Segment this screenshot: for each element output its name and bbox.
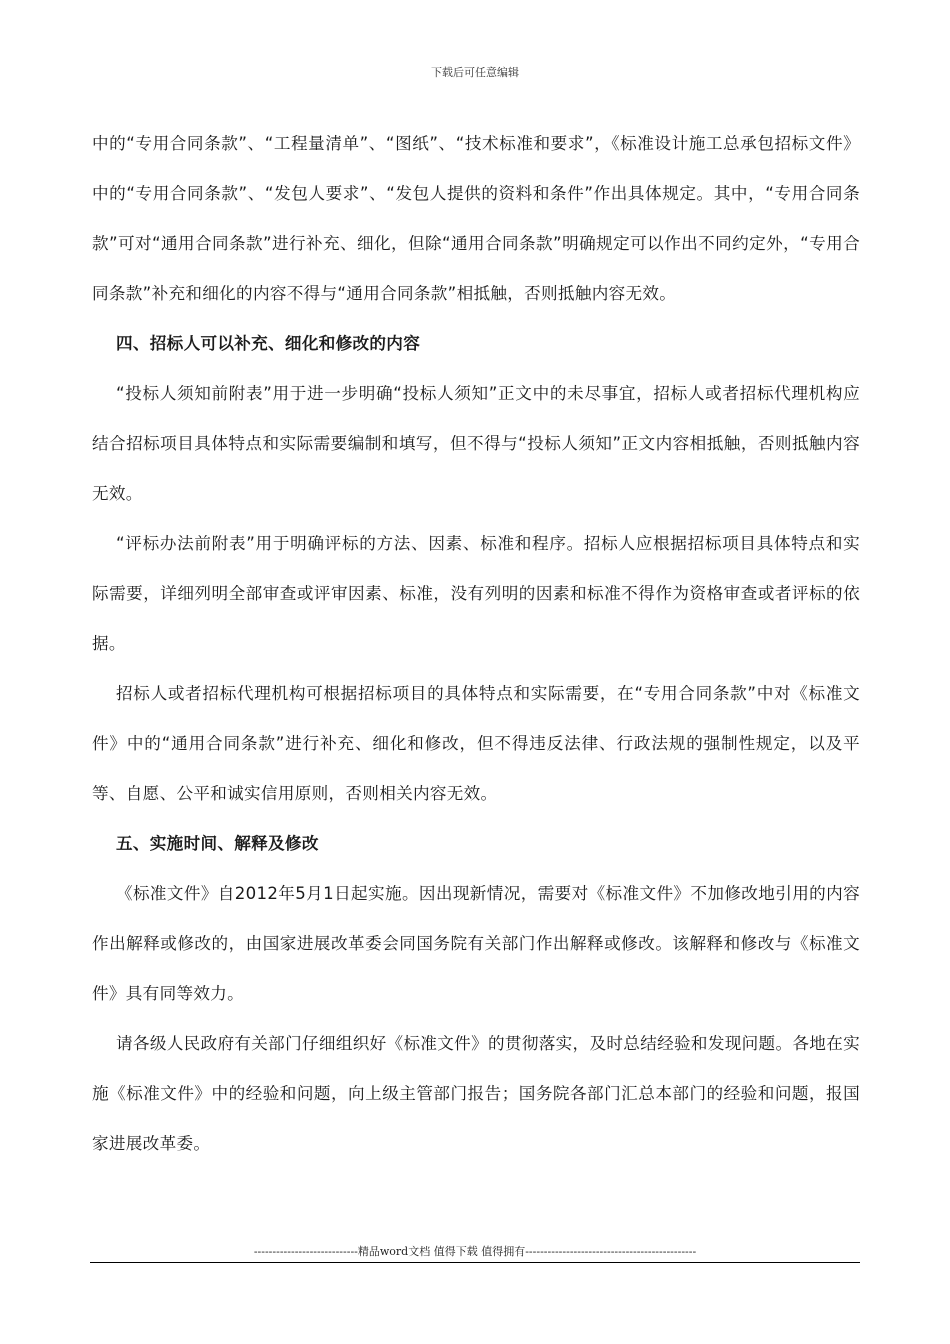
paragraph-contract-clauses: 中的“专用合同条款”、“工程量清单”、“图纸”、“技术标准和要求”，《标准设计施工总承包招标文件》中的“专用合同条款”、“发包人要求”、“发包人提供的资料和条件”作出具体规定。其中，“专用合同条款”可对“通用合同条款”进行补充、细化，但除“通用合同条款”明确规定可以作出不同约定外，“专用合同条款”补充和细化的内容不得与“通用合同条款”相抵触，否则抵触内容无效。	[92, 134, 860, 303]
page-header: 下载后可任意编辑	[431, 66, 519, 79]
section-heading-4: 四、招标人可以补充、细化和修改的内容	[116, 334, 421, 353]
page-footer: ----------------------------精品word文档 值得下载 值得拥有----------------------------------------------	[253, 1245, 697, 1258]
document-body	[92, 119, 860, 1169]
paragraph-implementation: 请各级人民政府有关部门仔细组织好《标准文件》的贯彻落实，及时总结经验和发现问题。各地在实施《标准文件》中的经验和问题，向上级主管部门报告；国务院各部门汇总本部门的经验和问题，报国家进展改革委。	[92, 1034, 860, 1153]
section-heading-5: 五、实施时间、解释及修改	[116, 834, 319, 853]
paragraph-bidder-notice: “投标人须知前附表”用于进一步明确“投标人须知”正文中的未尽事宜，招标人或者招标代理机构应结合招标项目具体特点和实际需要编制和填写，但不得与“投标人须知”正文内容相抵触，否则抵触内容无效。	[92, 384, 860, 503]
footer-divider	[90, 1262, 860, 1263]
paragraph-effective-date: 《标准文件》自2012年5月1日起实施。因出现新情况，需要对《标准文件》不加修改地引用的内容作出解释或修改的，由国家进展改革委会同国务院有关部门作出解释或修改。该解释和修改与《标准文件》具有同等效力。	[92, 884, 860, 1003]
paragraph-evaluation-method: “评标办法前附表”用于明确评标的方法、因素、标准和程序。招标人应根据招标项目具体特点和实际需要，详细列明全部审查或评审因素、标准，没有列明的因素和标准不得作为资格审查或者评标的依据。	[92, 534, 860, 653]
paragraph-special-clauses: 招标人或者招标代理机构可根据招标项目的具体特点和实际需要，在“专用合同条款”中对《标准文件》中的“通用合同条款”进行补充、细化和修改，但不得违反法律、行政法规的强制性规定，以及平等、自愿、公平和诚实信用原则，否则相关内容无效。	[92, 684, 860, 803]
